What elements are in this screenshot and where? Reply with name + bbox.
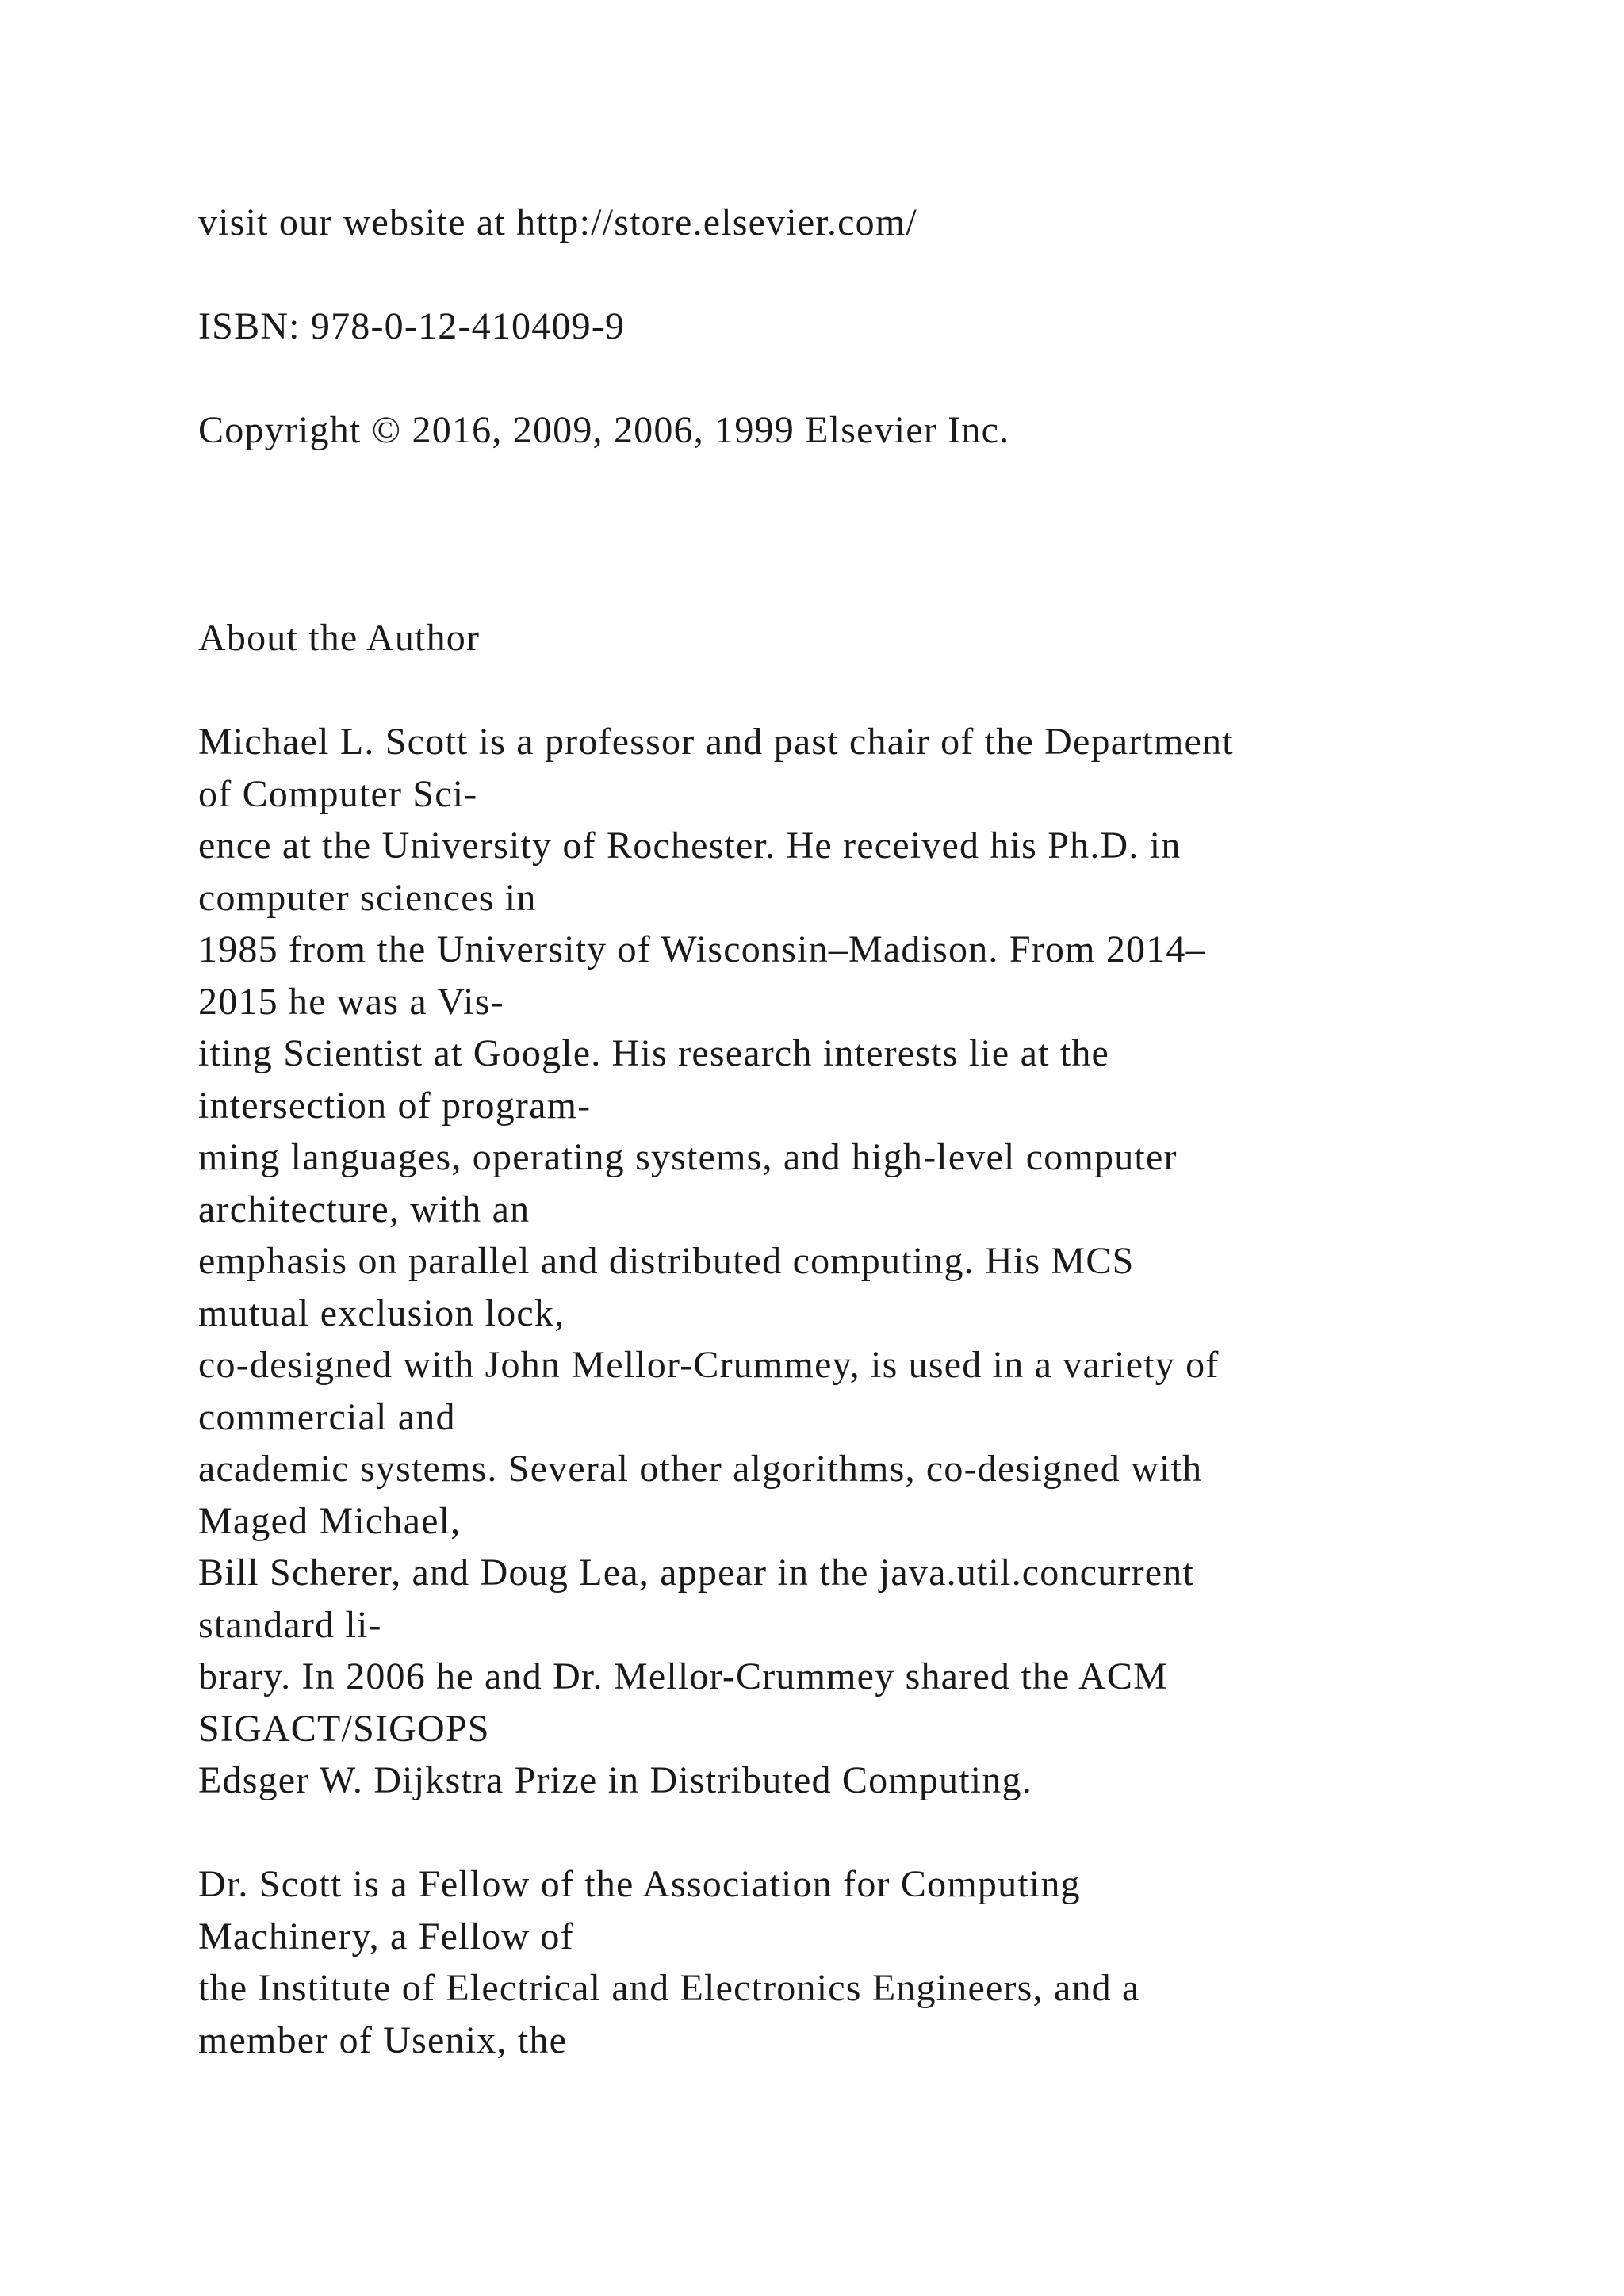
spacer	[198, 249, 1467, 301]
spacer	[198, 353, 1467, 405]
text-line: standard li-	[198, 1603, 382, 1646]
spacer	[198, 457, 1467, 613]
spacer	[198, 1807, 1467, 1859]
text-line: Maged Michael,	[198, 1499, 462, 1542]
text-line: Edsger W. Dijkstra Prize in Distributed Computing.	[198, 1759, 1032, 1801]
text-line: Michael L. Scott is a professor and past chair of the Department	[198, 721, 1234, 763]
text-line: architecture, with an	[198, 1188, 530, 1230]
text-line: ence at the University of Rochester. He received his Ph.D. in	[198, 825, 1182, 867]
text-line: emphasis on parallel and distributed computing. His MCS	[198, 1240, 1135, 1282]
text-line: commercial and	[198, 1395, 456, 1438]
text-line: 1985 from the University of Wisconsin–Madison. From 2014–	[198, 928, 1206, 970]
text-line: member of Usenix, the	[198, 2019, 568, 2061]
website-line: visit our website at http://store.elsevier.com/	[198, 201, 917, 243]
text-line: intersection of program-	[198, 1084, 592, 1127]
text-line: 2015 he was a Vis-	[198, 980, 504, 1023]
text-line: Bill Scherer, and Doug Lea, appear in the java.util.concurrent	[198, 1552, 1195, 1594]
text-line: academic systems. Several other algorithms, co-designed with	[198, 1448, 1203, 1490]
text-line: of Computer Sci-	[198, 772, 478, 815]
author-bio-paragraph-2	[198, 1858, 1467, 2066]
text-line: iting Scientist at Google. His research interests lie at the	[198, 1032, 1110, 1074]
text-line: brary. In 2006 he and Dr. Mellor-Crummey shared the ACM	[198, 1655, 1169, 1697]
text-line: Machinery, a Fellow of	[198, 1915, 574, 1957]
text-line: ming languages, operating systems, and high-level computer	[198, 1136, 1178, 1178]
text-line: Dr. Scott is a Fellow of the Association for Computing	[198, 1863, 1081, 1905]
copyright-line: Copyright © 2016, 2009, 2006, 1999 Elsevier Inc.	[198, 409, 1010, 451]
text-line: mutual exclusion lock,	[198, 1292, 565, 1334]
text-line: SIGACT/SIGOPS	[198, 1707, 490, 1750]
spacer	[198, 664, 1467, 717]
section-heading: About the Author	[198, 617, 481, 659]
text-line: co-designed with John Mellor-Crummey, is used in a variety of	[198, 1344, 1220, 1386]
isbn-line: ISBN: 978-0-12-410409-9	[198, 305, 626, 347]
text-line: the Institute of Electrical and Electronics Engineers, and a	[198, 1967, 1140, 2009]
document-page	[198, 197, 1467, 2066]
text-line: computer sciences in	[198, 876, 537, 919]
author-bio-paragraph-1	[198, 716, 1467, 1807]
